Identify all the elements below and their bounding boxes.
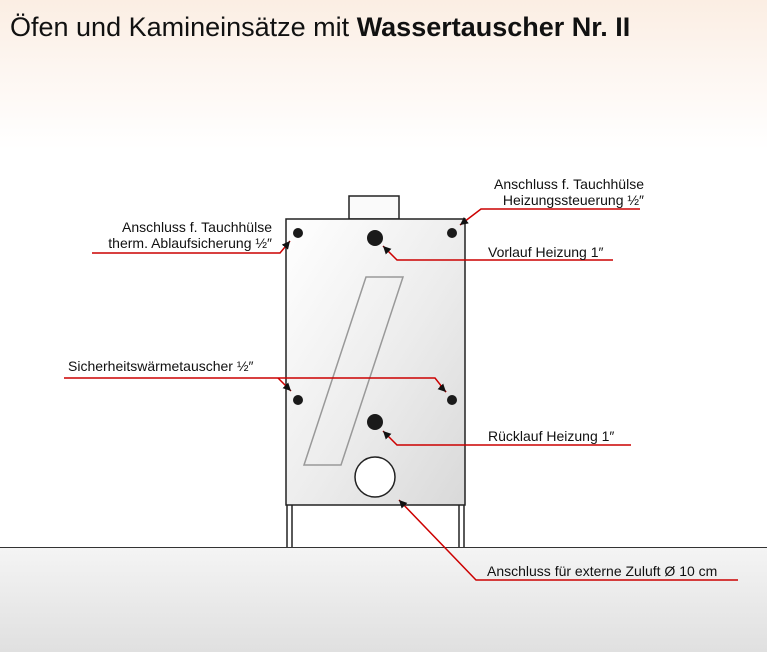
label-zuluft-text: Anschluss für externe Zuluft Ø 10 cm — [487, 563, 718, 579]
port-ruecklauf — [367, 414, 383, 430]
label-tauchhuelse-ablauf — [86, 219, 272, 251]
leader-tauch-heizung — [460, 209, 640, 225]
port-sicherheit-right — [447, 395, 457, 405]
flue-pipe — [349, 196, 399, 219]
label-tauchhuelse-heizung-line1: Anschluss f. Tauchhülse — [494, 176, 644, 192]
port-sicherheit-left — [293, 395, 303, 405]
label-ruecklauf-text: Rücklauf Heizung 1″ — [488, 428, 615, 444]
label-tauchhuelse-heizung — [478, 176, 644, 208]
label-sicherheit-text: Sicherheitswärmetauscher ½″ — [68, 358, 254, 374]
label-tauchhuelse-ablauf-line2: therm. Ablaufsicherung ½″ — [108, 235, 272, 251]
label-tauchhuelse-ablauf-line1: Anschluss f. Tauchhülse — [122, 219, 272, 235]
label-sicherheitswaermetauscher — [68, 358, 253, 374]
port-vorlauf — [367, 230, 383, 246]
title-normal: Öfen und Kamineinsätze mit — [10, 12, 357, 42]
port-tauchhuelse-heizung — [447, 228, 457, 238]
port-zuluft — [355, 457, 395, 497]
label-tauchhuelse-heizung-line2: Heizungssteuerung ½″ — [502, 192, 644, 208]
title-bold: Wassertauscher Nr. II — [356, 12, 631, 42]
port-tauchhuelse-ablauf — [293, 228, 303, 238]
label-ruecklauf — [488, 428, 614, 444]
label-vorlauf — [488, 244, 603, 260]
label-zuluft — [487, 563, 717, 579]
label-vorlauf-text: Vorlauf Heizung 1″ — [488, 244, 604, 260]
